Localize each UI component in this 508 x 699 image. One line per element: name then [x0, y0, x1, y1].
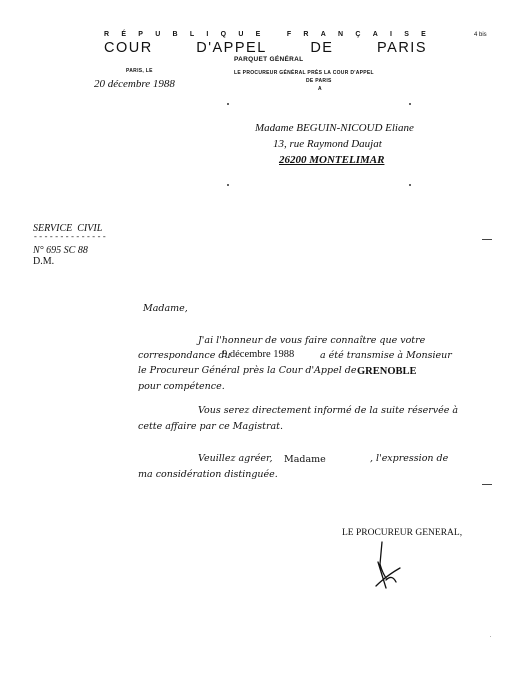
- header-republique-letter: [273, 31, 275, 38]
- header-republique-letter: E: [421, 31, 426, 38]
- header-republique-letter: A: [372, 31, 378, 38]
- recipient-city: 26200 MONTELIMAR: [279, 154, 385, 166]
- header-republique-letter: S: [404, 31, 409, 38]
- header-republique-letter: R: [303, 31, 309, 38]
- page-reference: 4 bis: [474, 32, 487, 38]
- header-republique-letter: L: [189, 31, 195, 38]
- handwritten-signature: [370, 540, 410, 590]
- paris-le-label: PARIS, LE: [126, 68, 153, 74]
- header-republique-letter: N: [338, 31, 344, 38]
- header-republique-letter: I: [390, 31, 392, 38]
- paragraph-2-line-2: cette affaire par ce Magistrat.: [138, 421, 284, 432]
- header-republique-letter: É: [121, 31, 126, 38]
- recipient-street: 13, rue Raymond Daujat: [273, 138, 382, 150]
- header-republique-letter: U: [155, 31, 161, 38]
- paragraph-1-line-1: J'ai l'honneur de vous faire connaître que votre: [198, 335, 426, 346]
- destination-city: GRENOBLE: [357, 366, 417, 377]
- header-republique-letter: B: [172, 31, 178, 38]
- header-parquet: PARQUET GÉNÉRAL: [234, 56, 304, 63]
- window-corner-mark: [227, 184, 229, 186]
- paragraph-3-madame: Madame: [284, 454, 326, 465]
- paragraph-1-line-3: le Procureur Général près la Cour d'Appel de: [138, 365, 357, 376]
- header-court-word: DE: [310, 40, 334, 56]
- header-court-name: [104, 40, 427, 56]
- header-republique-letter: R: [104, 31, 110, 38]
- paragraph-1-line-4: pour compétence.: [138, 381, 225, 392]
- paragraph-3-line-2: ma considération distinguée.: [138, 469, 278, 480]
- header-court-word: PARIS: [377, 40, 427, 56]
- service-label: SERVICE CIVIL: [33, 223, 103, 234]
- paragraph-1-line-2a: correspondance du: [138, 350, 231, 361]
- fold-mark: [482, 484, 492, 485]
- header-republique-letter: Ç: [355, 31, 361, 38]
- signatory-title: LE PROCUREUR GENERAL,: [342, 528, 463, 538]
- header-court-word: D'APPEL: [196, 40, 267, 56]
- letter-date: 20 décembre 1988: [94, 78, 175, 90]
- window-corner-mark: [409, 184, 411, 186]
- reference-initials: D.M.: [33, 256, 55, 267]
- header-republique: [104, 31, 426, 38]
- paragraph-3-line-1b: , l'expression de: [370, 453, 449, 464]
- paragraph-3-line-1a: Veuillez agréer,: [198, 453, 273, 464]
- header-republique-letter: U: [238, 31, 244, 38]
- service-separator: --------------: [33, 233, 108, 242]
- window-corner-mark: [409, 103, 411, 105]
- recipient-name: Madame BEGUIN-NICOUD Eliane: [255, 122, 414, 134]
- paragraph-1-line-2b: a été transmise à Monsieur: [320, 350, 452, 361]
- fold-mark: [482, 239, 492, 240]
- header-republique-letter: A: [320, 31, 326, 38]
- header-republique-letter: P: [138, 31, 143, 38]
- sender-line-2: DE PARIS: [306, 78, 332, 84]
- correspondence-date: 9 décembre 1988: [222, 349, 295, 360]
- header-court-word: COUR: [104, 40, 153, 56]
- salutation: Madame,: [143, 303, 188, 314]
- paragraph-2-line-1: Vous serez directement informé de la suite réservée à: [198, 405, 459, 416]
- window-corner-mark: [227, 103, 229, 105]
- reference-number: N° 695 SC 88: [33, 245, 88, 256]
- header-republique-letter: E: [255, 31, 261, 38]
- sender-line-3: A: [318, 86, 322, 92]
- header-republique-letter: Q: [220, 31, 227, 38]
- sender-line-1: LE PROCUREUR GÉNÉRAL PRÈS LA COUR D'APPEL: [234, 70, 374, 76]
- header-republique-letter: F: [286, 31, 292, 38]
- header-republique-letter: I: [206, 31, 209, 38]
- page-speck: [490, 636, 491, 637]
